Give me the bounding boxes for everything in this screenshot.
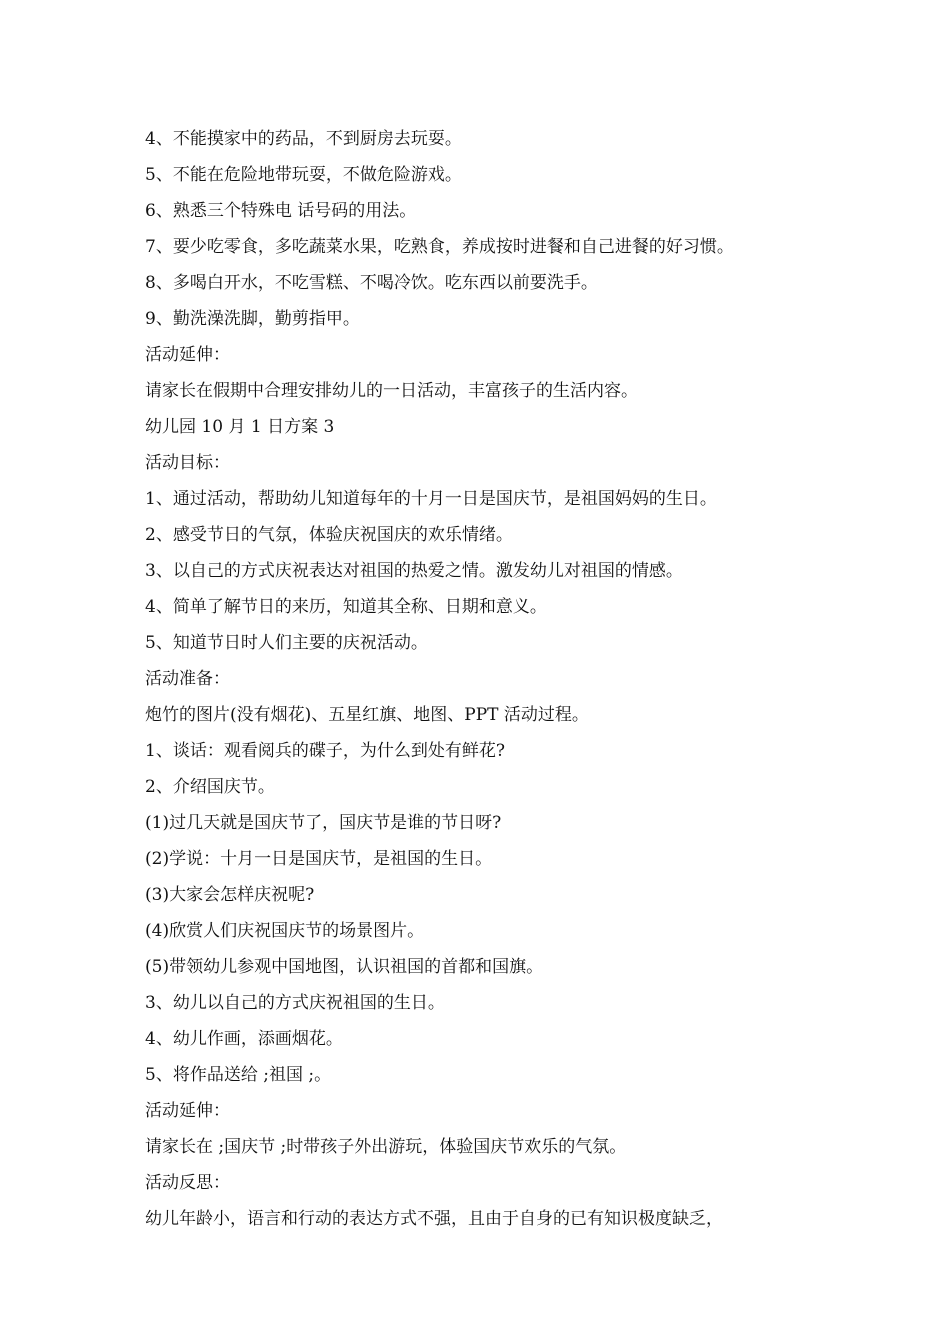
text-line: 4、简单了解节日的来历，知道其全称、日期和意义。 <box>145 597 547 617</box>
section-heading: 活动目标： <box>145 453 230 473</box>
section-heading: 活动延伸： <box>145 345 230 365</box>
text-line: 6、熟悉三个特殊电 话号码的用法。 <box>145 201 417 221</box>
text-line: 1、通过活动，帮助幼儿知道每年的十月一日是国庆节，是祖国妈妈的生日。 <box>145 489 717 509</box>
text-line: (3)大家会怎样庆祝呢? <box>145 885 315 905</box>
section-heading: 活动延伸： <box>145 1101 230 1121</box>
text-line: 请家长在假期中合理安排幼儿的一日活动，丰富孩子的生活内容。 <box>145 381 638 401</box>
text-line: 9、勤洗澡洗脚，勤剪指甲。 <box>145 309 360 329</box>
text-line: 5、知道节日时人们主要的庆祝活动。 <box>145 633 428 653</box>
text-line: 炮竹的图片(没有烟花)、五星红旗、地图、PPT 活动过程。 <box>145 705 589 725</box>
text-line: (4)欣赏人们庆祝国庆节的场景图片。 <box>145 921 425 941</box>
text-line: 2、介绍国庆节。 <box>145 777 275 797</box>
text-line: 5、将作品送给 ;祖国 ;。 <box>145 1065 332 1085</box>
section-heading: 活动准备： <box>145 669 230 689</box>
document-body <box>145 121 815 1237</box>
text-line: 4、不能摸家中的药品，不到厨房去玩耍。 <box>145 129 462 149</box>
text-line: 3、幼儿以自己的方式庆祝祖国的生日。 <box>145 993 445 1013</box>
text-line: (5)带领幼儿参观中国地图，认识祖国的首都和国旗。 <box>145 957 544 977</box>
text-line: (2)学说：十月一日是国庆节，是祖国的生日。 <box>145 849 493 869</box>
text-line: 5、不能在危险地带玩耍，不做危险游戏。 <box>145 165 462 185</box>
text-line: 请家长在 ;国庆节 ;时带孩子外出游玩，体验国庆节欢乐的气氛。 <box>145 1137 627 1157</box>
text-line: 2、感受节日的气氛，体验庆祝国庆的欢乐情绪。 <box>145 525 513 545</box>
text-line: 4、幼儿作画，添画烟花。 <box>145 1029 343 1049</box>
section-heading: 活动反思： <box>145 1173 230 1193</box>
text-line: 8、多喝白开水，不吃雪糕、不喝冷饮。吃东西以前要洗手。 <box>145 273 598 293</box>
text-line: 3、以自己的方式庆祝表达对祖国的热爱之情。激发幼儿对祖国的情感。 <box>145 561 683 581</box>
text-line: 7、要少吃零食，多吃蔬菜水果，吃熟食，养成按时进餐和自己进餐的好习惯。 <box>145 237 734 257</box>
text-line: 幼儿年龄小，语言和行动的表达方式不强，且由于自身的已有知识极度缺乏， <box>145 1209 723 1229</box>
text-line: 1、谈话：观看阅兵的碟子，为什么到处有鲜花? <box>145 741 505 761</box>
text-line: (1)过几天就是国庆节了，国庆节是谁的节日呀? <box>145 813 502 833</box>
plan-title: 幼儿园 10 月 1 日方案 3 <box>145 417 335 437</box>
